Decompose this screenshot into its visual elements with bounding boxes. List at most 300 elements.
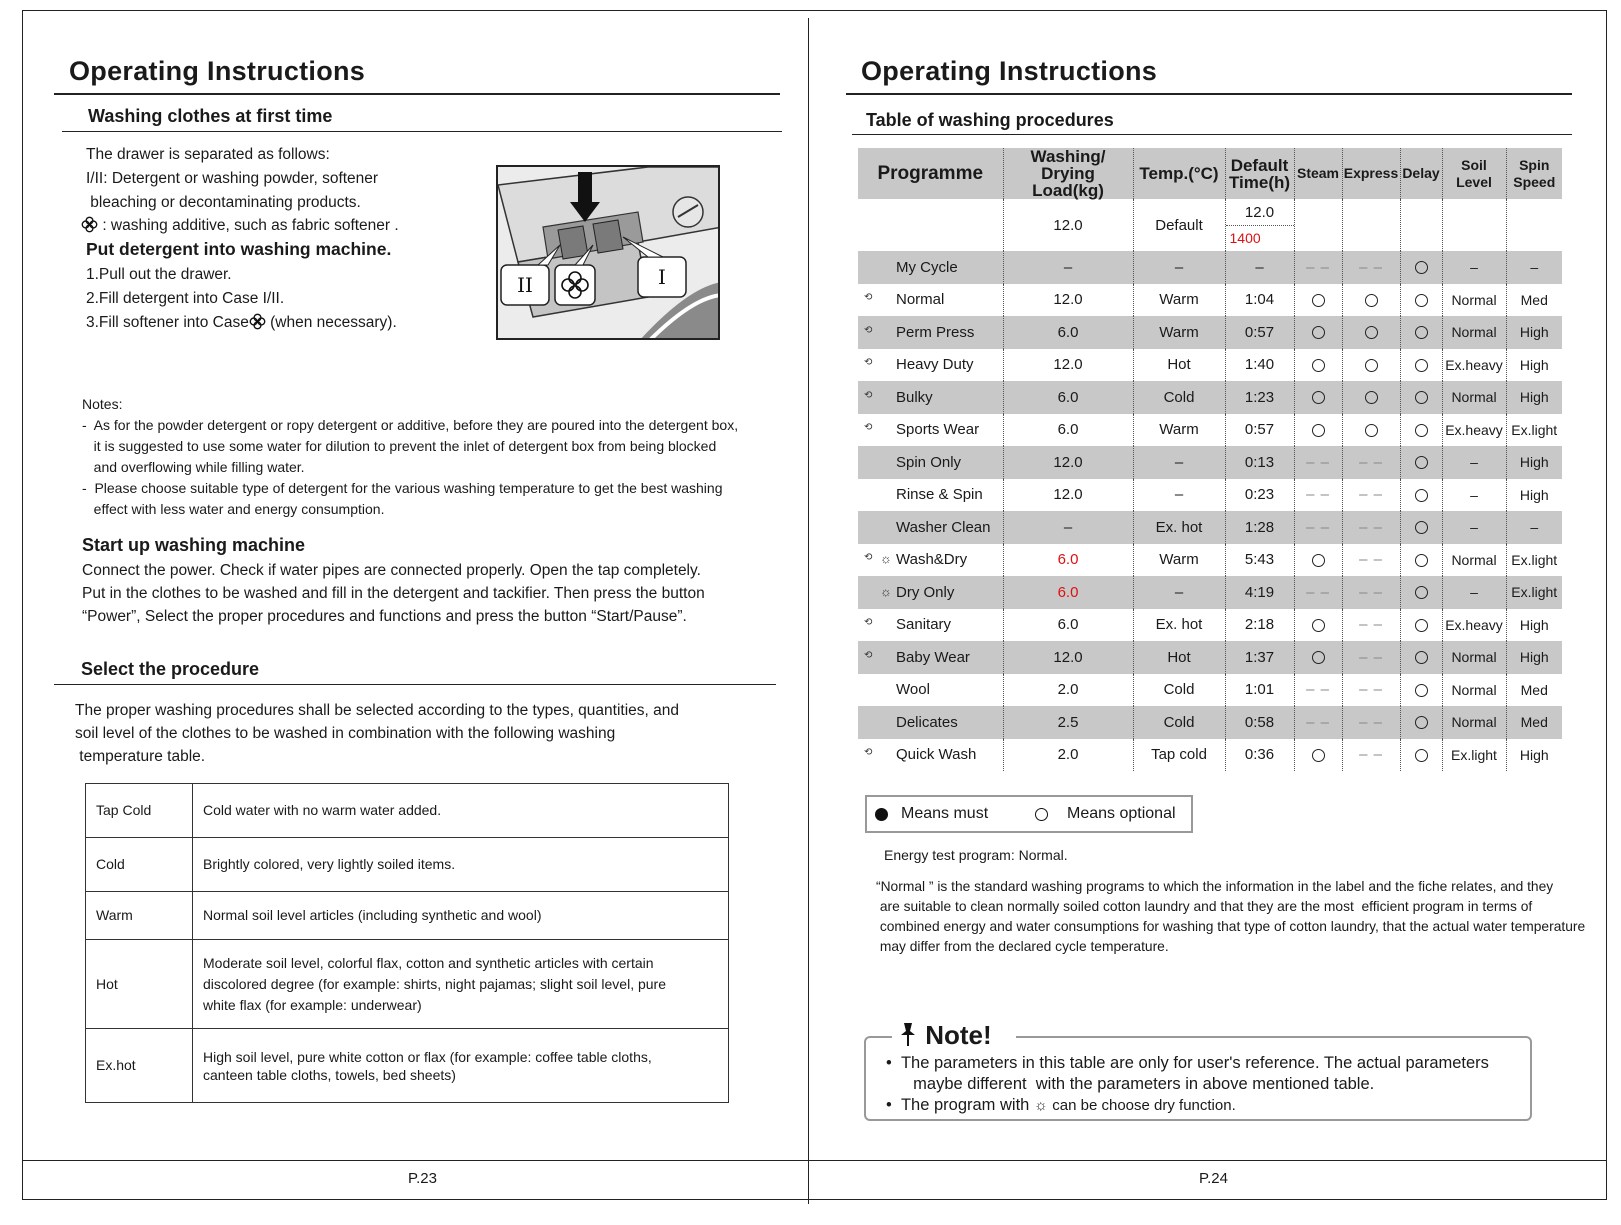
load-cell: 2.5 (1003, 706, 1133, 739)
time-cell: 0:57 (1225, 414, 1294, 447)
delay-cell (1400, 284, 1442, 317)
soil-cell: – (1442, 251, 1506, 284)
temp-cell: – (1133, 576, 1225, 609)
optional-circle-icon (1415, 391, 1428, 404)
note-title-text: Note! (925, 1020, 992, 1050)
express-cell (1342, 706, 1400, 739)
optional-circle-icon (1312, 651, 1325, 664)
soil-cell: Ex.heavy (1442, 609, 1506, 642)
drawer-line: I/II: Detergent or washing powder, softener (86, 170, 379, 187)
section-rule (54, 684, 776, 685)
delay-cell (1400, 316, 1442, 349)
programme-name-cell (858, 706, 1003, 739)
programme-name: Baby Wear (896, 648, 970, 666)
not-available-dash: – – (1359, 551, 1383, 569)
optional-circle-icon (1415, 489, 1428, 502)
time-cell: 1:28 (1225, 511, 1294, 544)
not-available-dash: – – (1359, 583, 1383, 601)
wash-icon: ⟲ (864, 389, 873, 401)
time-cell: 1:04 (1225, 284, 1294, 317)
step-text: 3.Fill softener into Case (86, 314, 249, 331)
programme-name-cell (858, 576, 1003, 609)
optional-circle-icon (1415, 586, 1428, 599)
not-available-dash: – – (1306, 453, 1330, 471)
optional-circle-icon (1365, 424, 1378, 437)
optional-circle-icon (1415, 716, 1428, 729)
time-cell: 2:18 (1225, 609, 1294, 642)
spin-cell: High (1506, 739, 1562, 772)
not-available-dash: – – (1359, 616, 1383, 634)
optional-circle-icon (1415, 456, 1428, 469)
temp-desc: Cold water with no warm water added. (193, 784, 729, 838)
delay-cell (1400, 511, 1442, 544)
express-cell (1342, 381, 1400, 414)
normal-line: are suitable to clean normally soiled cotton laundry and that they are the most efficient program in terms of (876, 899, 1533, 914)
temp-name: Warm (86, 892, 193, 940)
col-load: Washing/ Drying Load(kg) (1003, 148, 1133, 199)
optional-circle-icon (1415, 424, 1428, 437)
note-line: and overflowing while filling water. (82, 459, 305, 475)
select-procedure-heading: Select the procedure (81, 659, 260, 679)
programme-name: Wash&Dry (896, 551, 968, 569)
note-text: The parameters in this table are only for user's reference. The actual parameters (900, 1054, 1489, 1072)
desc-line: discolored degree (for example: shirts, night pajamas; slight soil level, pure (203, 975, 667, 992)
temperature-table (85, 783, 729, 1103)
optional-circle-icon (1312, 424, 1325, 437)
compartment-two-label: II (517, 273, 533, 297)
time-cell: 0:58 (1225, 706, 1294, 739)
programme-name: Heavy Duty (896, 356, 974, 374)
delay-cell (1400, 544, 1442, 577)
normal-line: may differ from the declared cycle temperature. (876, 939, 1169, 954)
programme-name-cell (858, 251, 1003, 284)
temp-cell: Cold (1133, 674, 1225, 707)
default-spin: 1400 (1229, 229, 1261, 246)
time-cell: – (1225, 251, 1294, 284)
note-title (892, 1020, 1016, 1051)
temp-desc: Normal soil level articles (including synthetic and wool) (193, 892, 729, 940)
steam-cell (1294, 576, 1342, 609)
express-cell (1342, 544, 1400, 577)
programme-name-cell (858, 511, 1003, 544)
load-cell: 6.0 (1003, 576, 1133, 609)
steam-cell (1294, 706, 1342, 739)
pushpin-icon (898, 1021, 918, 1047)
soil-cell: Normal (1442, 544, 1506, 577)
steam-cell (1294, 674, 1342, 707)
programme-name-cell (858, 414, 1003, 447)
optional-circle-icon (1415, 326, 1428, 339)
soil-cell: Normal (1442, 316, 1506, 349)
step-item: 2.Fill detergent into Case I/II. (86, 290, 285, 307)
not-available-dash: – – (1306, 583, 1330, 601)
flower-icon (249, 313, 266, 330)
not-available-dash: – – (1359, 681, 1383, 699)
normal-line: combined energy and water consumptions for washing that type of cotton laundry, that the actual water temperature (876, 919, 1586, 934)
drawer-line: bleaching or decontaminating products. (86, 194, 361, 211)
temp-name: Tap Cold (86, 784, 193, 838)
load-cell: – (1003, 251, 1133, 284)
not-available-dash: – – (1306, 486, 1330, 504)
filled-circle-icon (875, 808, 888, 821)
delay-cell (1400, 739, 1442, 772)
time-cell: 1:23 (1225, 381, 1294, 414)
note-line: effect with less water and energy consumption. (82, 501, 385, 517)
put-detergent-heading: Put detergent into washing machine. (86, 239, 392, 259)
programme-row (858, 674, 1562, 707)
temp-cell: Ex. hot (1133, 511, 1225, 544)
wash-icon: ⟲ (864, 292, 873, 304)
legend-optional: Means optional (1067, 805, 1176, 822)
steam-cell (1294, 641, 1342, 674)
legend-must: Means must (901, 805, 989, 822)
programme-row (858, 706, 1562, 739)
time-cell: 0:57 (1225, 316, 1294, 349)
steam-cell (1294, 544, 1342, 577)
temp-cell: Hot (1133, 641, 1225, 674)
sun-icon: ☼ (1033, 1097, 1048, 1114)
additive-text: : washing additive, such as fabric softener . (102, 217, 399, 234)
temp-cell: – (1133, 251, 1225, 284)
page-number-right: P.24 (1199, 1170, 1228, 1187)
default-temp: Default (1133, 199, 1225, 251)
programme-name: My Cycle (896, 258, 958, 276)
note-text: The program with (900, 1096, 1030, 1114)
temp-cell: Ex. hot (1133, 609, 1225, 642)
programme-row (858, 316, 1562, 349)
col-default-time: Default Time(h) (1225, 148, 1294, 199)
steam-cell (1294, 739, 1342, 772)
programme-row (858, 739, 1562, 772)
delay-cell (1400, 251, 1442, 284)
temp-cell: Warm (1133, 414, 1225, 447)
optional-circle-icon (1312, 326, 1325, 339)
optional-circle-icon (1312, 749, 1325, 762)
spin-cell: High (1506, 381, 1562, 414)
optional-circle-icon (1415, 359, 1428, 372)
temp-cell: Hot (1133, 349, 1225, 382)
optional-circle-icon (1312, 359, 1325, 372)
programme-row (858, 414, 1562, 447)
steam-cell (1294, 446, 1342, 479)
time-cell: 0:23 (1225, 479, 1294, 512)
temp-name: Ex.hot (86, 1029, 193, 1103)
col-temp: Temp.(°C) (1133, 148, 1225, 199)
notes-label: Notes: (82, 396, 123, 412)
additive-line (81, 214, 399, 238)
programme-name: Dry Only (896, 583, 955, 601)
not-available-dash: – – (1306, 713, 1330, 731)
programme-name-cell (858, 479, 1003, 512)
express-cell (1342, 414, 1400, 447)
not-available-dash: – – (1306, 518, 1330, 536)
express-cell (1342, 576, 1400, 609)
not-available-dash: – – (1359, 746, 1383, 764)
temp-name: Hot (86, 940, 193, 1029)
wash-icon: ⟲ (864, 357, 873, 369)
note-text: can be choose dry function. (1052, 1097, 1236, 1114)
col-soil: Soil Level (1442, 148, 1506, 199)
express-cell (1342, 349, 1400, 382)
optional-circle-icon (1415, 261, 1428, 274)
programme-name: Washer Clean (896, 518, 991, 536)
programme-name: Sports Wear (896, 421, 980, 439)
wash-icon: ⟲ (864, 324, 873, 336)
soil-cell: – (1442, 479, 1506, 512)
spin-cell: Ex.light (1506, 576, 1562, 609)
table-row (86, 1029, 729, 1103)
legend-box (865, 795, 1193, 833)
step-text: (when necessary). (270, 314, 397, 331)
soil-cell: Normal (1442, 284, 1506, 317)
express-cell (1342, 511, 1400, 544)
spin-cell: High (1506, 609, 1562, 642)
programme-name-cell (858, 316, 1003, 349)
default-time: 12.0 (1226, 200, 1294, 226)
spin-cell: Med (1506, 706, 1562, 739)
load-cell: 12.0 (1003, 284, 1133, 317)
spin-cell: Ex.light (1506, 414, 1562, 447)
delay-cell (1400, 381, 1442, 414)
temp-cell: Cold (1133, 706, 1225, 739)
not-available-dash: – – (1359, 713, 1383, 731)
programme-name: Sanitary (896, 616, 952, 634)
delay-cell (1400, 609, 1442, 642)
programme-name-cell (858, 446, 1003, 479)
default-load: 12.0 (1003, 199, 1133, 251)
note-line: - As for the powder detergent or ropy detergent or additive, before they are poured into the detergent box, (82, 417, 739, 433)
optional-circle-icon (1365, 294, 1378, 307)
col-delay: Delay (1400, 148, 1442, 199)
express-cell (1342, 739, 1400, 772)
programme-name: Normal (896, 291, 945, 309)
temp-cell: Cold (1133, 381, 1225, 414)
delay-cell (1400, 576, 1442, 609)
optional-circle-icon (1365, 391, 1378, 404)
load-cell: – (1003, 511, 1133, 544)
normal-line: “Normal ” is the standard washing programs to which the information in the label and the fiche relates, and they (876, 879, 1554, 894)
delay-cell (1400, 349, 1442, 382)
steam-cell (1294, 284, 1342, 317)
wash-icon: ⟲ (864, 649, 873, 661)
optional-circle-icon (1312, 294, 1325, 307)
optional-circle-icon (1415, 521, 1428, 534)
express-cell (1342, 284, 1400, 317)
steam-cell (1294, 414, 1342, 447)
time-cell: 0:36 (1225, 739, 1294, 772)
table-header-row (858, 148, 1562, 199)
steam-cell (1294, 316, 1342, 349)
not-available-dash: – – (1359, 648, 1383, 666)
temp-cell: Warm (1133, 284, 1225, 317)
programme-row (858, 479, 1562, 512)
load-cell: 12.0 (1003, 446, 1133, 479)
time-cell: 0:13 (1225, 446, 1294, 479)
temp-cell: Tap cold (1133, 739, 1225, 772)
right-page-title: Operating Instructions (861, 56, 1158, 86)
optional-circle-icon (1415, 749, 1428, 762)
section-rule (852, 134, 1572, 135)
delay-cell (1400, 706, 1442, 739)
not-available-dash: – – (1359, 518, 1383, 536)
programme-name: Perm Press (896, 323, 975, 341)
steam-cell (1294, 349, 1342, 382)
temp-desc: Brightly colored, very lightly soiled items. (193, 838, 729, 892)
optional-circle-icon (1312, 554, 1325, 567)
flower-icon (81, 216, 98, 233)
not-available-dash: – – (1306, 681, 1330, 699)
programme-name-cell (858, 284, 1003, 317)
section-rule (62, 131, 782, 132)
optional-circle-icon (1415, 554, 1428, 567)
select-line: The proper washing procedures shall be selected according to the types, quantities, and (75, 702, 680, 719)
load-cell: 2.0 (1003, 674, 1133, 707)
programme-row (858, 576, 1562, 609)
optional-circle-icon (1415, 294, 1428, 307)
col-steam: Steam (1294, 148, 1342, 199)
wash-icon: ⟲ (864, 747, 873, 759)
load-cell: 6.0 (1003, 544, 1133, 577)
spin-cell: High (1506, 316, 1562, 349)
programme-name-cell (858, 739, 1003, 772)
spin-cell: Med (1506, 674, 1562, 707)
washing-procedures-table (858, 148, 1562, 771)
soil-cell: Normal (1442, 381, 1506, 414)
start-line: “Power”, Select the proper procedures and functions and press the button “Start/Pause”. (82, 608, 687, 625)
programme-name-cell (858, 609, 1003, 642)
start-line: Connect the power. Check if water pipes are connected properly. Open the tap completely. (82, 562, 701, 579)
express-cell (1342, 641, 1400, 674)
spin-cell: – (1506, 251, 1562, 284)
section-first-wash-heading: Washing clothes at first time (88, 106, 333, 126)
left-page-title: Operating Instructions (69, 56, 366, 86)
spin-cell: Ex.light (1506, 544, 1562, 577)
programme-row (858, 381, 1562, 414)
detergent-drawer-illustration (496, 165, 720, 340)
note-bullet: • The program with ☼ can be choose dry function. (886, 1096, 1236, 1114)
note-bullet: • The parameters in this table are only for user's reference. The actual parameters (886, 1054, 1489, 1072)
col-express: Express (1342, 148, 1400, 199)
drawer-line: The drawer is separated as follows: (86, 146, 330, 163)
programme-row (858, 511, 1562, 544)
step-item (86, 311, 397, 335)
programme-name-cell (858, 349, 1003, 382)
not-available-dash: – – (1359, 453, 1383, 471)
note-line: - Please choose suitable type of detergent for the various washing temperature to get the best washing (82, 480, 723, 496)
temp-desc (193, 940, 729, 1029)
note-line: it is suggested to use some water for dilution to prevent the inlet of detergent box from being blocked (82, 438, 717, 454)
soil-cell: – (1442, 511, 1506, 544)
temp-desc (193, 1029, 729, 1103)
delay-cell (1400, 446, 1442, 479)
temp-cell: – (1133, 479, 1225, 512)
time-cell: 1:40 (1225, 349, 1294, 382)
drawer-drawing (498, 167, 720, 340)
programme-name-cell (858, 381, 1003, 414)
table-row (86, 784, 729, 838)
express-cell (1342, 446, 1400, 479)
not-available-dash: – – (1359, 258, 1383, 276)
spin-cell: High (1506, 479, 1562, 512)
table-row (86, 892, 729, 940)
steam-cell (1294, 511, 1342, 544)
express-cell (1342, 479, 1400, 512)
time-cell: 1:01 (1225, 674, 1294, 707)
programme-row (858, 349, 1562, 382)
energy-test-text: Energy test program: Normal. (884, 847, 1068, 863)
spin-cell: High (1506, 641, 1562, 674)
not-available-dash: – – (1359, 486, 1383, 504)
programme-row (858, 251, 1562, 284)
spin-cell: High (1506, 349, 1562, 382)
default-row (858, 199, 1562, 251)
steam-cell (1294, 251, 1342, 284)
desc-line: Moderate soil level, colorful flax, cotton and synthetic articles with certain (203, 954, 654, 971)
programme-name: Delicates (896, 713, 958, 731)
programme-name: Bulky (896, 388, 933, 406)
table-row (86, 940, 729, 1029)
title-rule (846, 93, 1572, 95)
programme-name-cell (858, 674, 1003, 707)
soil-cell: Normal (1442, 641, 1506, 674)
desc-line: canteen table cloths, towels, bed sheets) (203, 1066, 456, 1083)
soil-cell: – (1442, 576, 1506, 609)
programme-name: Quick Wash (896, 746, 977, 764)
open-circle-icon (1035, 808, 1048, 821)
programme-name: Wool (896, 681, 930, 699)
desc-line: High soil level, pure white cotton or flax (for example: coffee table cloths, (203, 1048, 652, 1065)
select-line: temperature table. (75, 748, 206, 765)
delay-cell (1400, 641, 1442, 674)
temp-cell: – (1133, 446, 1225, 479)
sun-icon: ☼ (880, 551, 892, 567)
programme-row (858, 641, 1562, 674)
programme-name-cell (858, 544, 1003, 577)
time-cell: 1:37 (1225, 641, 1294, 674)
steam-cell (1294, 479, 1342, 512)
col-spin: Spin Speed (1506, 148, 1562, 199)
select-line: soil level of the clothes to be washed in combination with the following washing (75, 725, 616, 742)
not-available-dash: – – (1306, 258, 1330, 276)
optional-circle-icon (1365, 359, 1378, 372)
programme-name: Spin Only (896, 453, 962, 471)
spin-cell: Med (1506, 284, 1562, 317)
steam-cell (1294, 381, 1342, 414)
soil-cell: Ex.heavy (1442, 349, 1506, 382)
page-number-left: P.23 (408, 1170, 437, 1187)
programme-name-cell (858, 641, 1003, 674)
load-cell: 6.0 (1003, 381, 1133, 414)
spin-cell: – (1506, 511, 1562, 544)
programme-row (858, 544, 1562, 577)
soil-cell: Ex.heavy (1442, 414, 1506, 447)
programme-row (858, 446, 1562, 479)
load-cell: 2.0 (1003, 739, 1133, 772)
wash-icon: ⟲ (864, 422, 873, 434)
soil-cell: – (1442, 446, 1506, 479)
load-cell: 6.0 (1003, 414, 1133, 447)
soil-cell: Normal (1442, 706, 1506, 739)
optional-circle-icon (1415, 651, 1428, 664)
sun-icon: ☼ (880, 583, 892, 599)
programme-row (858, 284, 1562, 317)
col-programme: Programme (858, 148, 1003, 199)
temp-cell: Warm (1133, 316, 1225, 349)
express-cell (1342, 316, 1400, 349)
delay-cell (1400, 674, 1442, 707)
wash-icon: ⟲ (864, 617, 873, 629)
load-cell: 12.0 (1003, 641, 1133, 674)
